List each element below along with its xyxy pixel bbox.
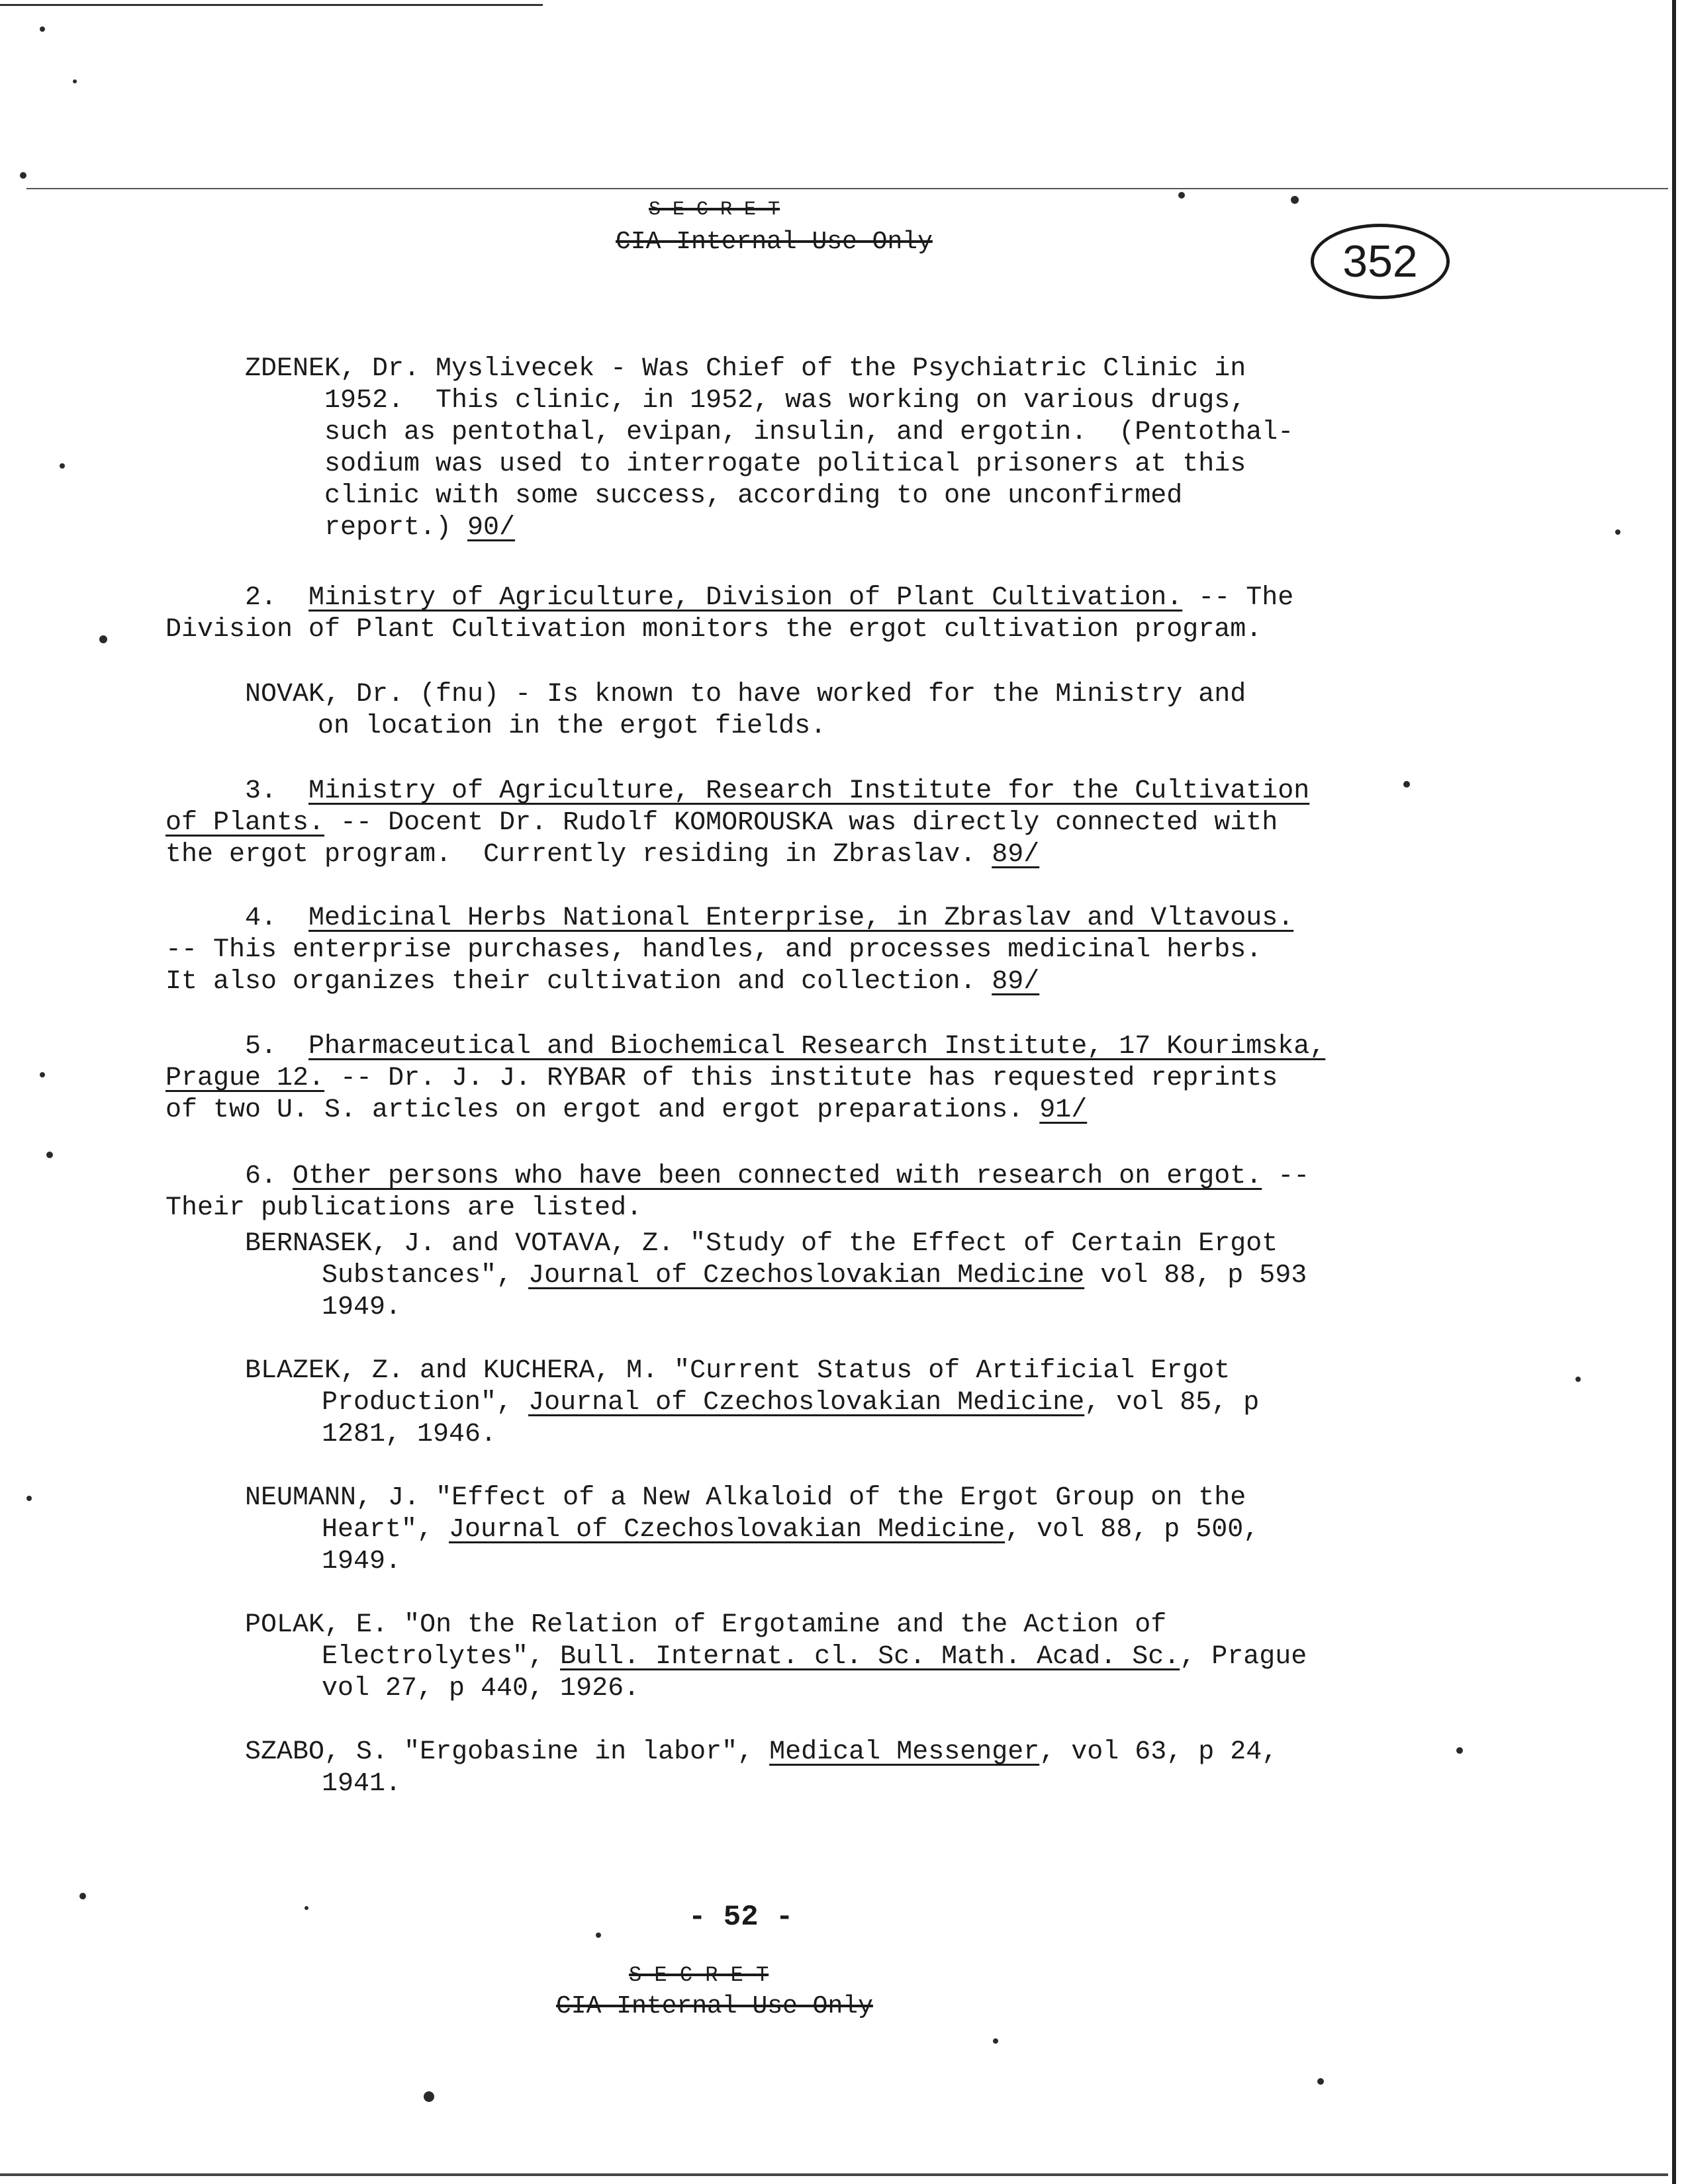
- citation-details: , vol 88, p 500, 1949.: [322, 1515, 1260, 1576]
- scan-edge-top: [0, 4, 543, 6]
- scan-line-upper: [26, 188, 1668, 189]
- entry-line: NOVAK, Dr. (fnu) - Is known to have worked for the Ministry and: [245, 680, 1246, 709]
- section-body: the ergot program. Currently residing in Zbraslav.: [165, 840, 992, 870]
- section-6: [165, 1129, 1309, 1224]
- citation-title: "Effect of a New Alkaloid of the Ergot Group on the Heart",: [322, 1483, 1246, 1545]
- section-dash: --: [1262, 1161, 1310, 1191]
- section-3: [165, 744, 1309, 871]
- citation: [245, 1610, 1344, 1705]
- section-body: Their publications are listed.: [165, 1193, 643, 1223]
- section-title-cont: of Plants.: [165, 808, 325, 838]
- citation-author: SZABO, S.: [245, 1737, 389, 1767]
- citation-details: vol 88, p 593 1949.: [322, 1261, 1307, 1322]
- scan-edge-bottom: [0, 2173, 1668, 2176]
- section-title-cont: Prague 12.: [165, 1064, 325, 1093]
- citation-journal: Journal of Czechoslovakian Medicine: [449, 1515, 1006, 1545]
- section-body: Division of Plant Cultivation monitors the ergot cultivation program.: [165, 615, 1262, 645]
- citation-author: BERNASEK, J. and VOTAVA, Z.: [245, 1229, 675, 1259]
- citation: [245, 1355, 1344, 1451]
- section-number: 6.: [245, 1161, 277, 1191]
- section-title: Other persons who have been connected with research on ergot.: [293, 1161, 1262, 1191]
- citation-author: NEUMANN, J.: [245, 1483, 420, 1513]
- page-stamp-number: 352: [1311, 224, 1450, 299]
- citation-title: "Ergobasine in labor",: [404, 1737, 770, 1767]
- citation-details: , Prague vol 27, p 440, 1926.: [322, 1642, 1307, 1704]
- section-body: of two U. S. articles on ergot and ergot preparations.: [165, 1095, 1040, 1125]
- section-title: Medicinal Herbs National Enterprise, in Zbraslav and Vltavous.: [308, 903, 1294, 933]
- section-4: [165, 871, 1293, 998]
- footnote-ref: 89/: [992, 840, 1040, 870]
- section-title: Pharmaceutical and Biochemical Research Institute, 17 Kourimska,: [308, 1032, 1326, 1062]
- section-body: -- Docent Dr. Rudolf KOMOROUSKA was directly connected with: [324, 808, 1278, 838]
- entry-line: 1952. This clinic, in 1952, was working on various drugs,: [324, 386, 1246, 416]
- section-number: 5.: [245, 1032, 277, 1062]
- entry-line: such as pentothal, evipan, insulin, and ergotin. (Pentothal-: [324, 418, 1294, 447]
- section-body: -- Dr. J. J. RYBAR of this institute has requested reprints: [324, 1064, 1278, 1093]
- section-number: 4.: [245, 903, 277, 933]
- page-number: - 52 -: [688, 1901, 794, 1934]
- entry-line: ZDENEK, Dr. Myslivecek - Was Chief of the Psychiatric Clinic in: [245, 354, 1246, 384]
- citation: [245, 1482, 1344, 1578]
- citation-journal: Journal of Czechoslovakian Medicine: [528, 1261, 1085, 1291]
- scan-edge-right: [1672, 0, 1676, 2184]
- entry-novak: [245, 647, 1246, 743]
- section-2: [165, 551, 1293, 646]
- distribution-footer: CIA Internal Use Only: [556, 1992, 873, 2021]
- section-title: Ministry of Agriculture, Research Institute for the Cultivation: [308, 776, 1310, 806]
- citation-author: BLAZEK, Z. and KUCHERA, M.: [245, 1356, 659, 1386]
- entry-line: sodium was used to interrogate political prisoners at this: [324, 449, 1246, 479]
- citation-details: , vol 85, p 1281, 1946.: [322, 1388, 1260, 1449]
- citation-details: , vol 63, p 24, 1941.: [322, 1737, 1278, 1799]
- section-body: -- This enterprise purchases, handles, and processes medicinal herbs.: [165, 935, 1262, 965]
- footnote-ref: 90/: [467, 513, 516, 543]
- section-dash: -- The: [1182, 583, 1294, 613]
- citation-journal: Medical Messenger: [769, 1737, 1040, 1767]
- citation: [245, 1228, 1344, 1324]
- section-title: Ministry of Agriculture, Division of Plant Cultivation.: [308, 583, 1183, 613]
- classification-bottom: S-E-C-R-E-T: [629, 1963, 769, 1987]
- footnote-ref: 89/: [992, 967, 1040, 997]
- entry-line: clinic with some success, according to one unconfirmed: [324, 481, 1183, 511]
- citation-author: POLAK, E.: [245, 1610, 389, 1640]
- entry-line: on location in the ergot fields.: [318, 711, 827, 741]
- entry-zdenek: [245, 322, 1293, 544]
- section-number: 3.: [245, 776, 277, 806]
- citation-journal: Journal of Czechoslovakian Medicine: [528, 1388, 1085, 1418]
- citation: [245, 1737, 1344, 1800]
- section-5: [165, 999, 1325, 1126]
- section-body: It also organizes their cultivation and collection.: [165, 967, 992, 997]
- footnote-ref: 91/: [1039, 1095, 1088, 1125]
- distribution-header: CIA Internal Use Only: [616, 228, 933, 256]
- classification-top: S-E-C-R-E-T: [649, 199, 780, 221]
- entry-line: report.): [324, 513, 468, 543]
- citation-journal: Bull. Internat. cl. Sc. Math. Acad. Sc.: [560, 1642, 1180, 1672]
- citation-title: "On the Relation of Ergotamine and the Action of Electrolytes",: [322, 1610, 1167, 1672]
- section-number: 2.: [245, 583, 277, 613]
- citation-title: "Study of the Effect of Certain Ergot Substances",: [322, 1229, 1278, 1291]
- citation-title: "Current Status of Artificial Ergot Production",: [322, 1356, 1231, 1418]
